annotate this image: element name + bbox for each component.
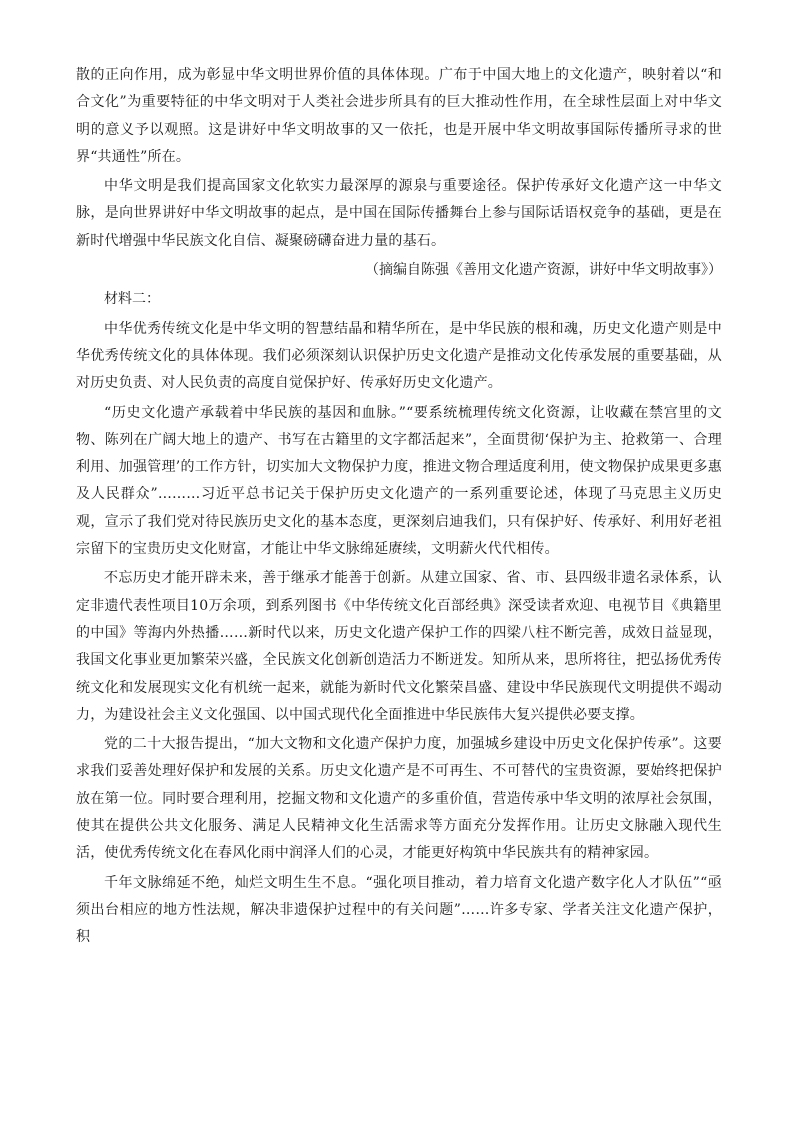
document-page [76,62,722,954]
paragraph-soft-power: 中华文明是我们提高国家文化软实力最深厚的源泉与重要途径。保护传承好文化遗产这一中华文脉，是向世界讲好中华文明故事的起点，是中国在国际传播舞台上参与国际话语权竞争的基础，更是在新时代增强中华民族文化自信、凝聚磅礴奋进力量的基石。 [76,178,722,249]
paragraph-heritage-quotes: “历史文化遗产承载着中华民族的基因和血脉。”“要系统梳理传统文化资源，让收藏在禁宫里的文物、陈列在广阔大地上的遗产、书写在古籍里的文字都活起来”，全面贯彻‘保护为主、抢救第一、合理利用、加强管理’的工作方针，切实加大文物保护力度，推进文物合理适度利用，使文物保护成果更多惠及人民群众”………习近平总书记关于保护历史文化遗产的一系列重要论述，体现了马克思主义历史观，宣示了我们党对待民族历史文化的基本态度，更深刻启迪我们，只有保护好、传承好、利用好老祖宗留下的宝贵历史文化财富，才能让中华文脉绵延赓续，文明薪火代代相传。 [76,404,722,558]
material-two-label: 材料二： [104,291,160,308]
paragraph-traditional-culture: 中华优秀传统文化是中华文明的智慧结晶和精华所在，是中华民族的根和魂，历史文化遗产则是中华优秀传统文化的具体体现。我们必须深刻认识保护历史文化遗产是推动文化传承发展的重要基础，从对历史负责、对人民负责的高度自觉保护好、传承好历史文化遗产。 [76,320,722,392]
paragraph-millennium-culture: 千年文脉绵延不绝，灿烂文明生生不息。“强化项目推动，着力培育文化遗产数字化人才队伍”“亟须出台相应的地方性法规，解决非遗保护过程中的有关问题”……许多专家、学者关注文化遗产保护，积 [76,874,722,946]
source-citation: （摘编自陈强《善用文化遗产资源，讲好中华文明故事》） [365,262,722,279]
paragraph-continuation: 散的正向作用，成为彰显中华文明世界价值的具体体现。广布于中国大地上的文化遗产，映射着以“和合文化”为重要特征的中华文明对于人类社会进步所具有的巨大推动性作用，在全球性层面上对中华文明的意义予以观照。这是讲好中华文明故事的又一依托，也是开展中华文明故事国际传播所寻求的世界“共通性”所在。 [76,67,722,165]
paragraph-twentieth-congress: 党的二十大报告提出，“加大文物和文化遗产保护力度，加强城乡建设中历史文化保护传承”。这要求我们妥善处理好保护和发展的关系。历史文化遗产是不可再生、不可替代的宝贵资源，要始终把保护放在第一位。同时要合理利用，挖掘文物和文化遗产的多重价值，营造传承中华文明的浓厚社会氛围，使其在提供公共文化服务、满足人民精神文化生活需求等方面充分发挥作用。让历史文脉融入现代生活，使优秀传统文化在春风化雨中润泽人们的心灵，才能更好构筑中华民族共有的精神家园。 [76,736,722,862]
paragraph-history-future: 不忘历史才能开辟未来，善于继承才能善于创新。从建立国家、省、市、县四级非遗名录体系，认定非遗代表性项目10万余项，到系列图书《中华传统文化百部经典》深受读者欢迎、电视节目《典籍里的中国》等海内外热播……新时代以来，历史文化遗产保护工作的四梁八柱不断完善，成效日益显现，我国文化事业更加繁荣兴盛，全民族文化创新创造活力不断迸发。知所从来，思所将往，把弘扬优秀传统文化和发展现实文化有机统一起来，就能为新时代文化繁荣昌盛、建设中华民族现代文明提供不竭动力，为建设社会主义文化强国、以中国式现代化全面推进中华民族伟大复兴提供必要支撑。 [76,570,722,723]
